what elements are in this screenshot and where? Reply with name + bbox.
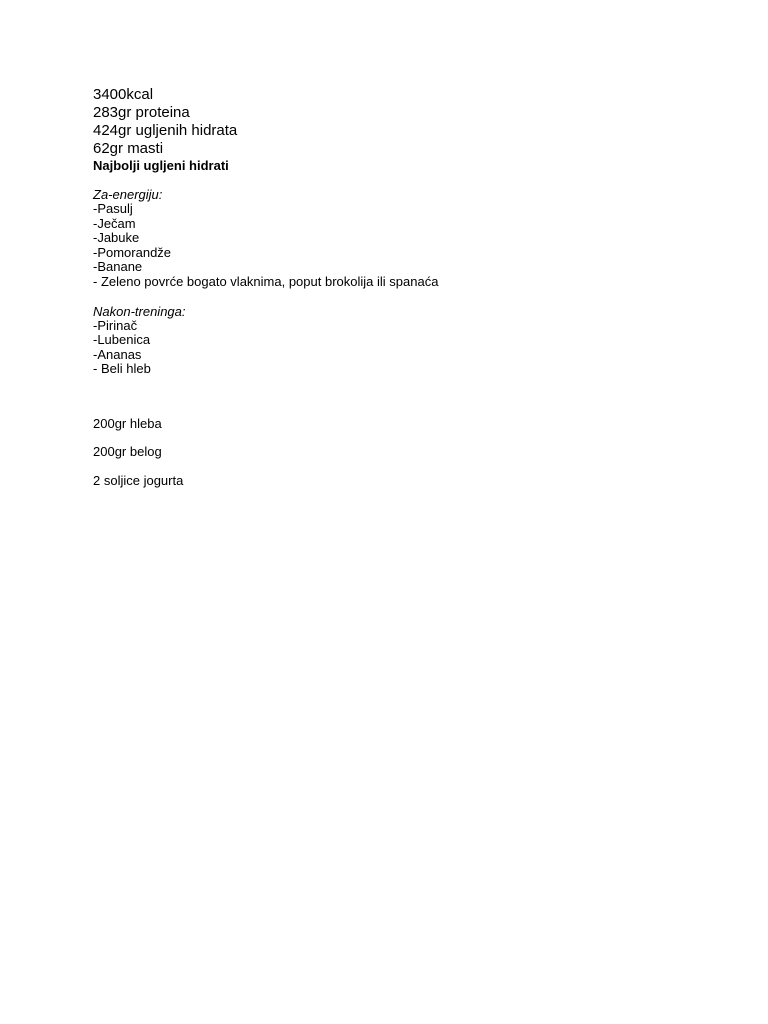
extra-notes: [93, 416, 693, 488]
list-item: -Banane: [93, 259, 143, 275]
document-page: [93, 86, 693, 501]
best-carbs-heading: Najbolji ugljeni hidrati: [93, 158, 229, 173]
list-item: -Pasulj: [93, 201, 133, 216]
list-item: -Jabuke: [93, 230, 140, 246]
fat-line: 62gr masti: [93, 140, 164, 157]
macro-summary: [93, 86, 693, 158]
energy-title: Za-energiju:: [93, 187, 163, 202]
calories-line: 3400kcal: [93, 86, 154, 103]
extra-note: 200gr belog: [93, 444, 162, 460]
carbs-line: 424gr ugljenih hidrata: [93, 122, 238, 139]
list-item: - Beli hleb: [93, 361, 151, 377]
list-item: -Ječam: [93, 215, 136, 231]
protein-line: 283gr proteina: [93, 104, 190, 121]
post-workout-section: [93, 304, 693, 377]
list-item: -Pirinač: [93, 317, 138, 333]
list-item: -Pomorandže: [93, 244, 172, 260]
energy-section: [93, 187, 693, 290]
list-item: -Ananas: [93, 346, 142, 362]
list-item: -Lubenica: [93, 332, 151, 348]
post-workout-title: Nakon-treninga:: [93, 303, 186, 319]
list-item: - Zeleno povrće bogato vlaknima, poput brokolija ili spanaća: [93, 273, 439, 289]
extra-note: 2 soljice jogurta: [93, 472, 184, 488]
extra-note: 200gr hleba: [93, 415, 162, 431]
